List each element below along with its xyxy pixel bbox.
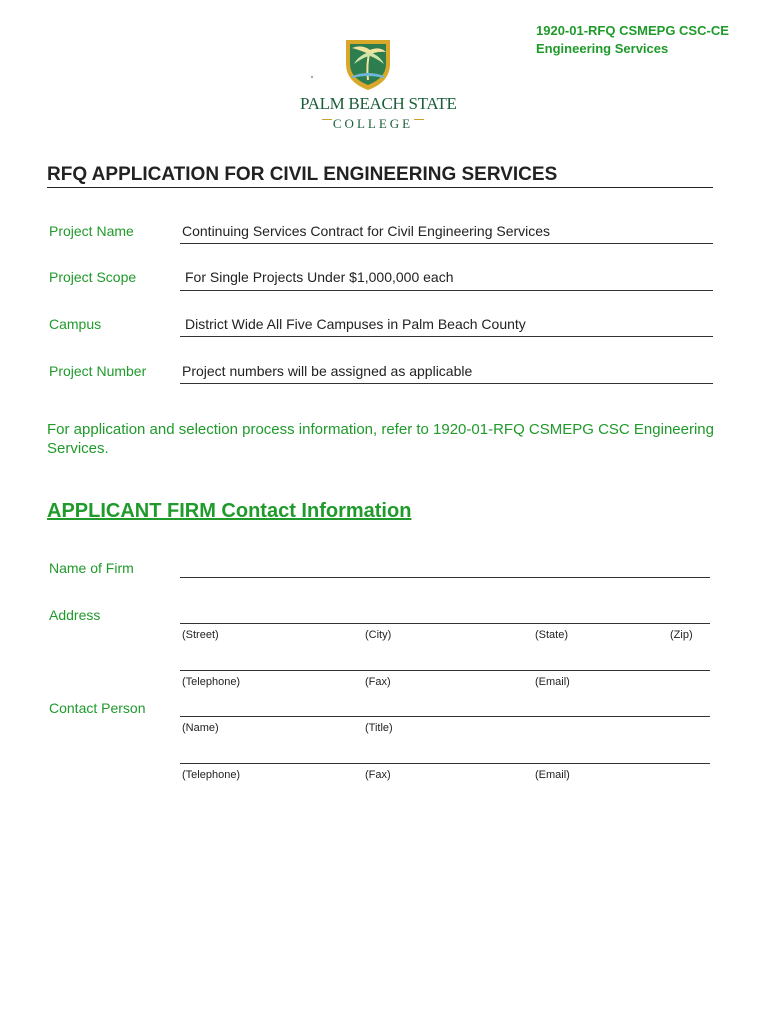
contact-telephone-caption: (Telephone) (182, 769, 241, 781)
address-input-line[interactable] (180, 623, 710, 624)
street-caption: (Street) (182, 629, 219, 641)
logo-accent-right (414, 119, 424, 120)
campus-underline (180, 336, 713, 337)
process-info-note: For application and selection process information, refer to 1920-01-RFQ CSMEPG CSC Engineering Services. (47, 421, 714, 457)
project-number-label: Project Number (49, 363, 147, 379)
contact-email-caption: (Email) (535, 769, 570, 781)
page-title: RFQ APPLICATION FOR CIVIL ENGINEERING SERVICES (47, 164, 713, 188)
contact-phone-input-line[interactable] (180, 763, 710, 764)
logo-accent-left (322, 119, 332, 120)
name-of-firm-label: Name of Firm (49, 560, 134, 576)
college-logo-shield (340, 34, 396, 92)
applicant-section-heading: APPLICANT FIRM Contact Information (47, 500, 412, 522)
firm-email-caption: (Email) (535, 676, 570, 688)
project-name-underline (180, 243, 713, 244)
state-caption: (State) (535, 629, 569, 641)
document-reference (536, 22, 729, 58)
firm-telephone-caption: (Telephone) (182, 676, 241, 688)
firm-phone-input-line[interactable] (180, 670, 710, 671)
project-scope-value[interactable]: For Single Projects Under $1,000,000 each (185, 269, 454, 285)
project-number-value[interactable]: Project numbers will be assigned as applicable (182, 363, 473, 379)
campus-label: Campus (49, 316, 102, 332)
reference-line-1: 1920-01-RFQ CSMEPG CSC-CE (536, 23, 729, 38)
city-caption: (City) (365, 629, 392, 641)
campus-value[interactable]: District Wide All Five Campuses in Palm Beach County (185, 316, 526, 332)
address-label: Address (49, 607, 101, 623)
contact-title-caption: (Title) (365, 722, 393, 734)
project-name-value[interactable]: Continuing Services Contract for Civil Engineering Services (182, 223, 551, 239)
reference-line-2: Engineering Services (536, 41, 669, 56)
contact-person-label: Contact Person (49, 700, 146, 716)
project-name-label: Project Name (49, 223, 134, 239)
logo-college-text: COLLEGE (332, 116, 414, 131)
project-number-underline (180, 383, 713, 384)
zip-caption: (Zip) (670, 629, 693, 641)
project-scope-label: Project Scope (49, 269, 137, 285)
contact-name-input-line[interactable] (180, 716, 710, 717)
contact-fax-caption: (Fax) (365, 769, 391, 781)
logo-wordmark: PALM BEACH STATE (300, 94, 457, 113)
name-of-firm-input[interactable] (180, 577, 710, 578)
contact-name-caption: (Name) (182, 722, 219, 734)
firm-fax-caption: (Fax) (365, 676, 391, 688)
project-scope-underline (180, 290, 713, 291)
logo-dot (311, 76, 313, 78)
